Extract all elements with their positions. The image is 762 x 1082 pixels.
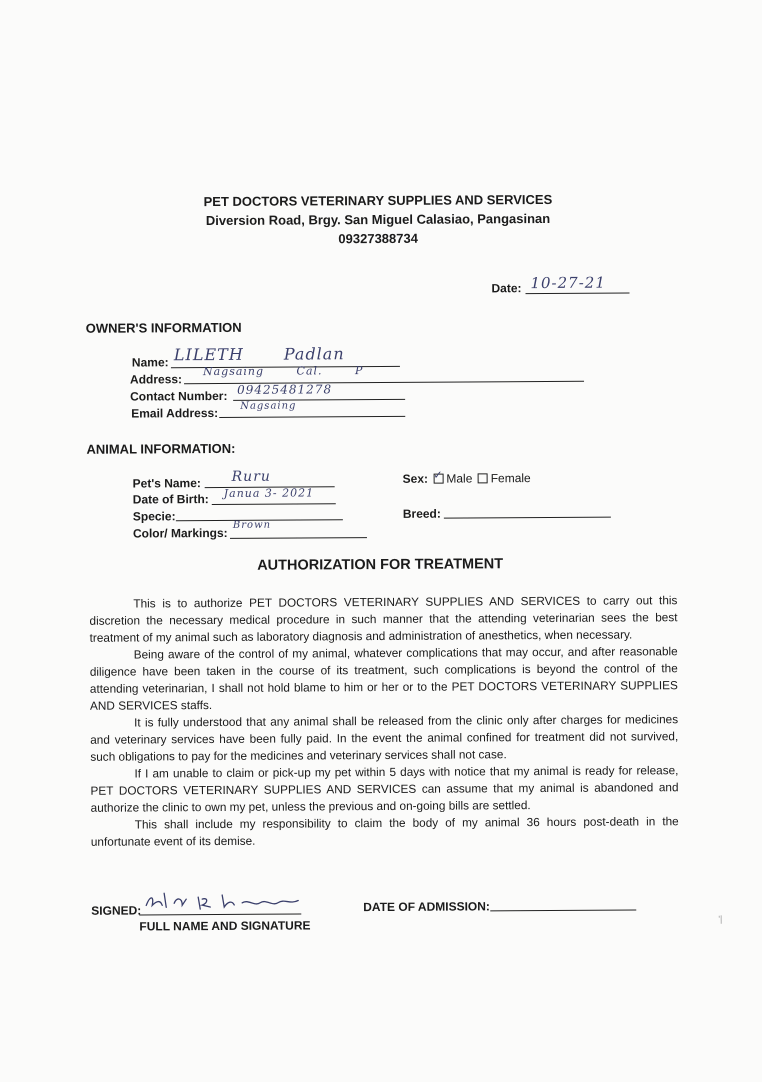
authorization-paragraph: If I am unable to claim or pick-up my pet within 5 days with notice that my animal is ready for release, PET DOCTORS VETERINARY SUPPLIES AND SERVICES can assume that my animal is abandoned and authorize the clinic to own my pet, unless the previous and on-going bills are settled. [90,763,679,815]
owner-email-value: Nagsaing [240,400,297,412]
dob-line [212,503,336,505]
scan-mark: '| [718,913,723,924]
authorization-paragraph: This is to authorize PET DOCTORS VETERINARY SUPPLIES AND SERVICES to carry out this discretion the necessary medical procedure in such manner that the attending veterinarian sees the best treatment of my animal such as laboratory diagnosis and administration of anesthetics, when necessary. [89,593,678,645]
sex-label: Sex: [402,471,429,486]
color-label: Color/ Markings: [132,525,228,541]
company-name: PET DOCTORS VETERINARY SUPPLIES AND SERVICES [203,191,553,210]
owner-name-label: Name: [131,355,169,370]
date-value: 10-27-21 [530,273,606,293]
pet-name-label: Pet's Name: [132,476,201,491]
date-label: Date: [491,281,522,296]
date-line [525,292,629,294]
admission-label: DATE OF ADMISSION: [363,899,490,915]
owner-contact-label: Contact Number: [130,388,228,404]
color-value: Brown [232,519,272,531]
authorization-paragraph: It is fully understood that any animal shall be released from the clinic only after charges for medicines and veterinary services have been fully paid. In the event the animal confined for treatment did not survived, such obligations to pay for the medicines and veterinary services shall not case. [90,712,679,764]
owner-name-value: LILETH Padlan [173,344,345,365]
breed-label: Breed: [402,506,441,521]
owner-address-value: Nagsaing Cal. P [202,364,364,379]
owner-contact-value: 09425481278 [237,382,333,397]
authorization-title: AUTHORIZATION FOR TREATMENT [257,556,504,574]
authorization-paragraph: Being aware of the control of my animal, whatever complications that may occur, and after reasonable diligence have been taken in the course of its treatment, such complications is beyond the control of the attending veterinarian, I shall not hold blame to him or her or to the PET DOCTORS VETERINARY SUPPLIES AND SERVICES staffs. [89,644,678,713]
female-checkbox[interactable] [478,473,488,483]
company-address: Diversion Road, Brgy. San Miguel Calasiao, Pangasinan [205,210,551,229]
handwritten-signature [142,890,302,915]
owner-email-line [219,416,405,418]
male-checkbox[interactable] [433,474,443,484]
authorization-paragraph: This shall include my responsibility to claim the body of my animal 36 hours post-death in the unfortunate event of its demise. [90,814,679,849]
owner-heading: OWNER'S INFORMATION [85,319,242,336]
pet-name-value: Ruru [231,468,271,485]
company-phone: 09327388734 [338,230,418,247]
color-line [230,537,367,539]
animal-heading: ANIMAL INFORMATION: [86,440,236,457]
female-option: Female [490,471,531,486]
dob-value: Janua 3- 2021 [223,486,315,500]
owner-email-label: Email Address: [131,405,219,421]
signed-label: SIGNED: [91,903,142,918]
breed-line [444,517,611,519]
dob-label: Date of Birth: [132,492,209,507]
male-option: Male [446,471,473,486]
authorization-body [89,592,679,851]
full-name-signature-label: FULL NAME AND SIGNATURE [139,918,311,934]
sex-field [403,471,531,486]
admission-line [490,909,636,911]
specie-label: Specie: [132,509,176,524]
owner-address-label: Address: [129,372,183,387]
